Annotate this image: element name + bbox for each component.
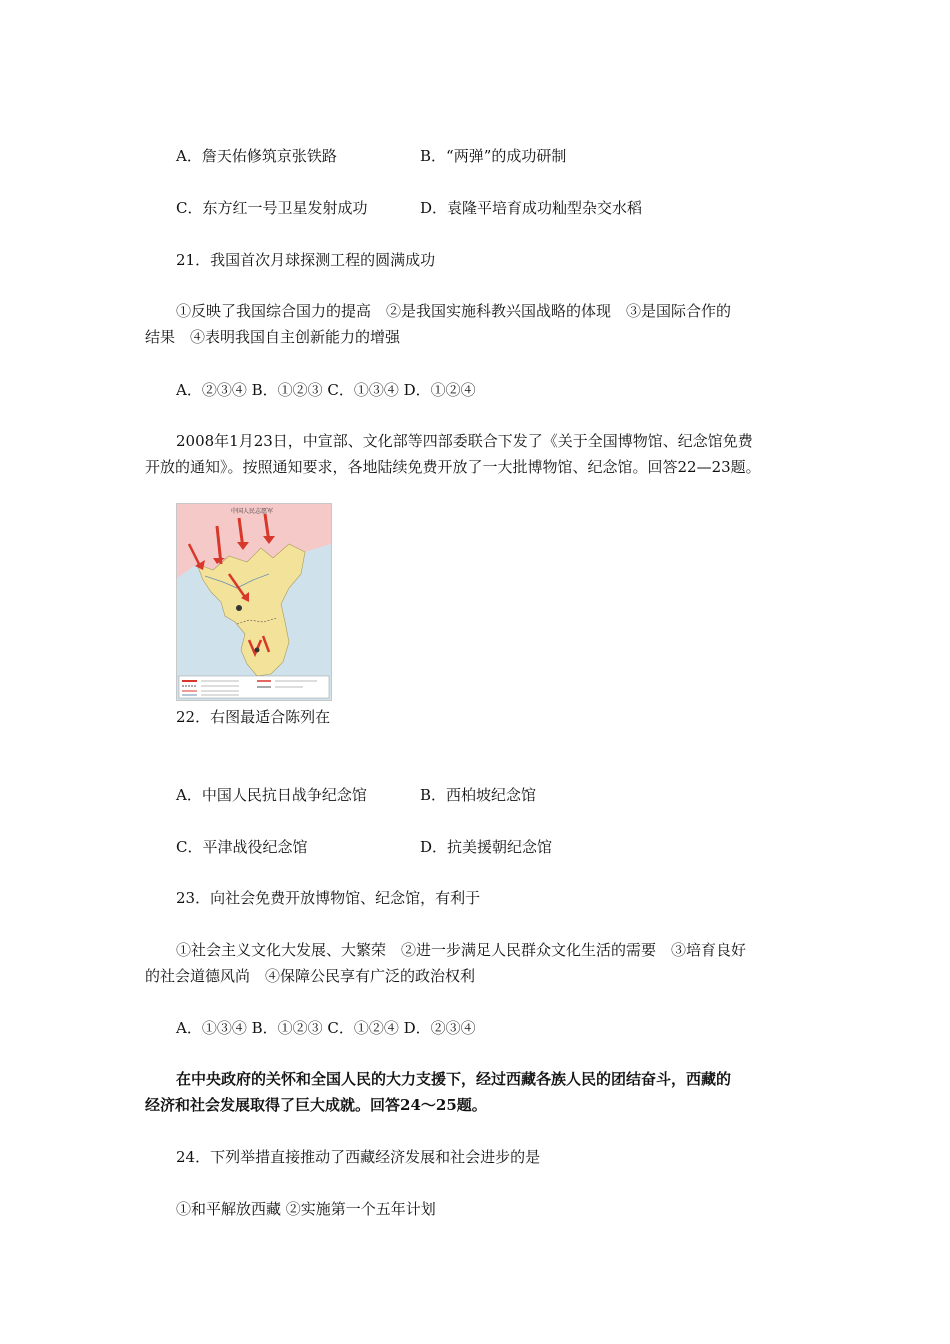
q24-stem: 24．下列举措直接推动了西藏经济发展和社会进步的是: [176, 1148, 541, 1166]
korean-war-map: [176, 503, 332, 701]
q23-options: A．①③④ B．①②③ C．①②④ D．②③④: [176, 1019, 476, 1037]
q20-option-c: C．东方红一号卫星发射成功: [176, 199, 368, 217]
q22-stem: 22．右图最适合陈列在: [176, 708, 331, 726]
intro-24-25-line1: 在中央政府的关怀和全国人民的大力支援下，经过西藏各族人民的团结奋斗，西藏的: [176, 1070, 732, 1088]
q22-option-c: C．平津战役纪念馆: [176, 838, 308, 856]
q21-options: A．②③④ B．①②③ C．①③④ D．①②④: [176, 381, 476, 399]
map-drawing: [177, 504, 331, 700]
q23-statements-line1: ①社会主义文化大发展、大繁荣 ②进一步满足人民群众文化生活的需要 ③培育良好: [176, 941, 747, 959]
q23-statements-line2: 的社会道德风尚 ④保障公民享有广泛的政治权利: [145, 967, 476, 985]
q23-stem: 23．向社会免费开放博物馆、纪念馆，有利于: [176, 889, 481, 907]
q22-option-a: A．中国人民抗日战争纪念馆: [176, 786, 367, 804]
map-city-marker: [236, 605, 242, 611]
q21-statements-line2: 结果 ④表明我国自主创新能力的增强: [145, 328, 401, 346]
intro-22-23-line1: 2008年1月23日，中宣部、文化部等四部委联合下发了《关于全国博物馆、纪念馆免费: [176, 432, 753, 450]
map-title: 中国人民志愿军: [230, 508, 273, 515]
q20-option-a: A．詹天佑修筑京张铁路: [176, 147, 337, 165]
q20-option-d: D．袁隆平培育成功籼型杂交水稻: [420, 199, 643, 217]
intro-22-23-line2: 开放的通知》。按照通知要求，各地陆续免费开放了一大批博物馆、纪念馆。回答22—23题。: [145, 458, 761, 476]
q22-option-b: B．西柏坡纪念馆: [420, 786, 537, 804]
q20-option-b: B．“两弹”的成功研制: [420, 147, 567, 165]
map-city-marker-south: [255, 648, 260, 653]
q24-statements-line1: ①和平解放西藏 ②实施第一个五年计划: [176, 1200, 436, 1218]
q22-option-d: D．抗美援朝纪念馆: [420, 838, 553, 856]
q21-statements-line1: ①反映了我国综合国力的提高 ②是我国实施科教兴国战略的体现 ③是国际合作的: [176, 302, 732, 320]
q21-stem: 21．我国首次月球探测工程的圆满成功: [176, 251, 436, 269]
intro-24-25-line2: 经济和社会发展取得了巨大成就。回答24～25题。: [145, 1096, 487, 1114]
